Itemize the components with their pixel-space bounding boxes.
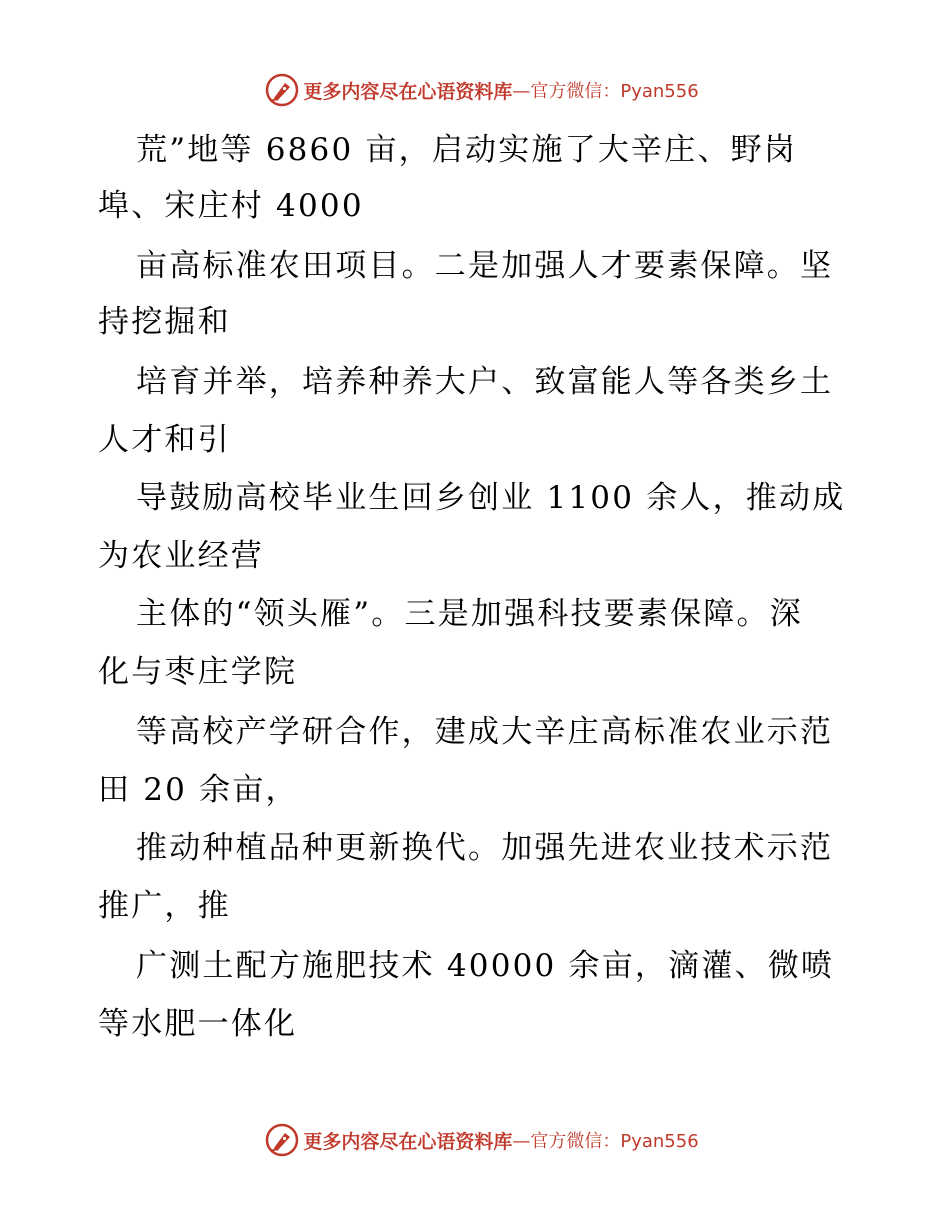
paragraph-line: 持挖掘和 [98,304,231,340]
paragraph-line: 荒”地等 6860 亩，启动实施了大辛庄、野岗 [136,132,798,168]
paragraph-line: 人才和引 [98,422,231,458]
watermark-sub-text: —官方微信：Pyan556 [512,1131,699,1152]
footer-watermark [0,1120,950,1160]
watermark-main-text: 更多内容尽在心语资料库 [303,80,513,103]
watermark-main-text: 更多内容尽在心语资料库 [303,1130,513,1153]
paragraph-line: 推动种植品种更新换代。加强先进农业技术示范 [136,830,834,866]
paragraph-line: 等水肥一体化 [98,1006,298,1042]
paragraph-line: 导鼓励高校毕业生回乡创业 1100 余人，推动成 [136,480,846,516]
paragraph-line: 化与枣庄学院 [98,654,298,690]
paragraph-line: 广测土配方施肥技术 40000 余亩，滴灌、微喷 [136,948,835,984]
paragraph-line: 田 20 余亩， [98,772,299,808]
paragraph-line: 培育并举，培养种养大户、致富能人等各类乡土 [136,364,834,400]
paragraph-line: 为农业经营 [98,538,264,574]
pen-nib-logo-icon [265,1123,299,1157]
pen-nib-logo-icon [265,73,299,107]
paragraph-line: 亩高标准农田项目。二是加强人才要素保障。坚 [136,248,834,284]
watermark-sub-text: —官方微信：Pyan556 [512,81,699,102]
paragraph-line: 主体的“领头雁”。三是加强科技要素保障。深 [136,596,803,632]
header-watermark [0,70,950,110]
paragraph-line: 等高校产学研合作，建成大辛庄高标准农业示范 [136,714,834,750]
paragraph-line: 埠、宋庄村 4000 [98,188,364,224]
paragraph-line: 推广，推 [98,888,231,924]
